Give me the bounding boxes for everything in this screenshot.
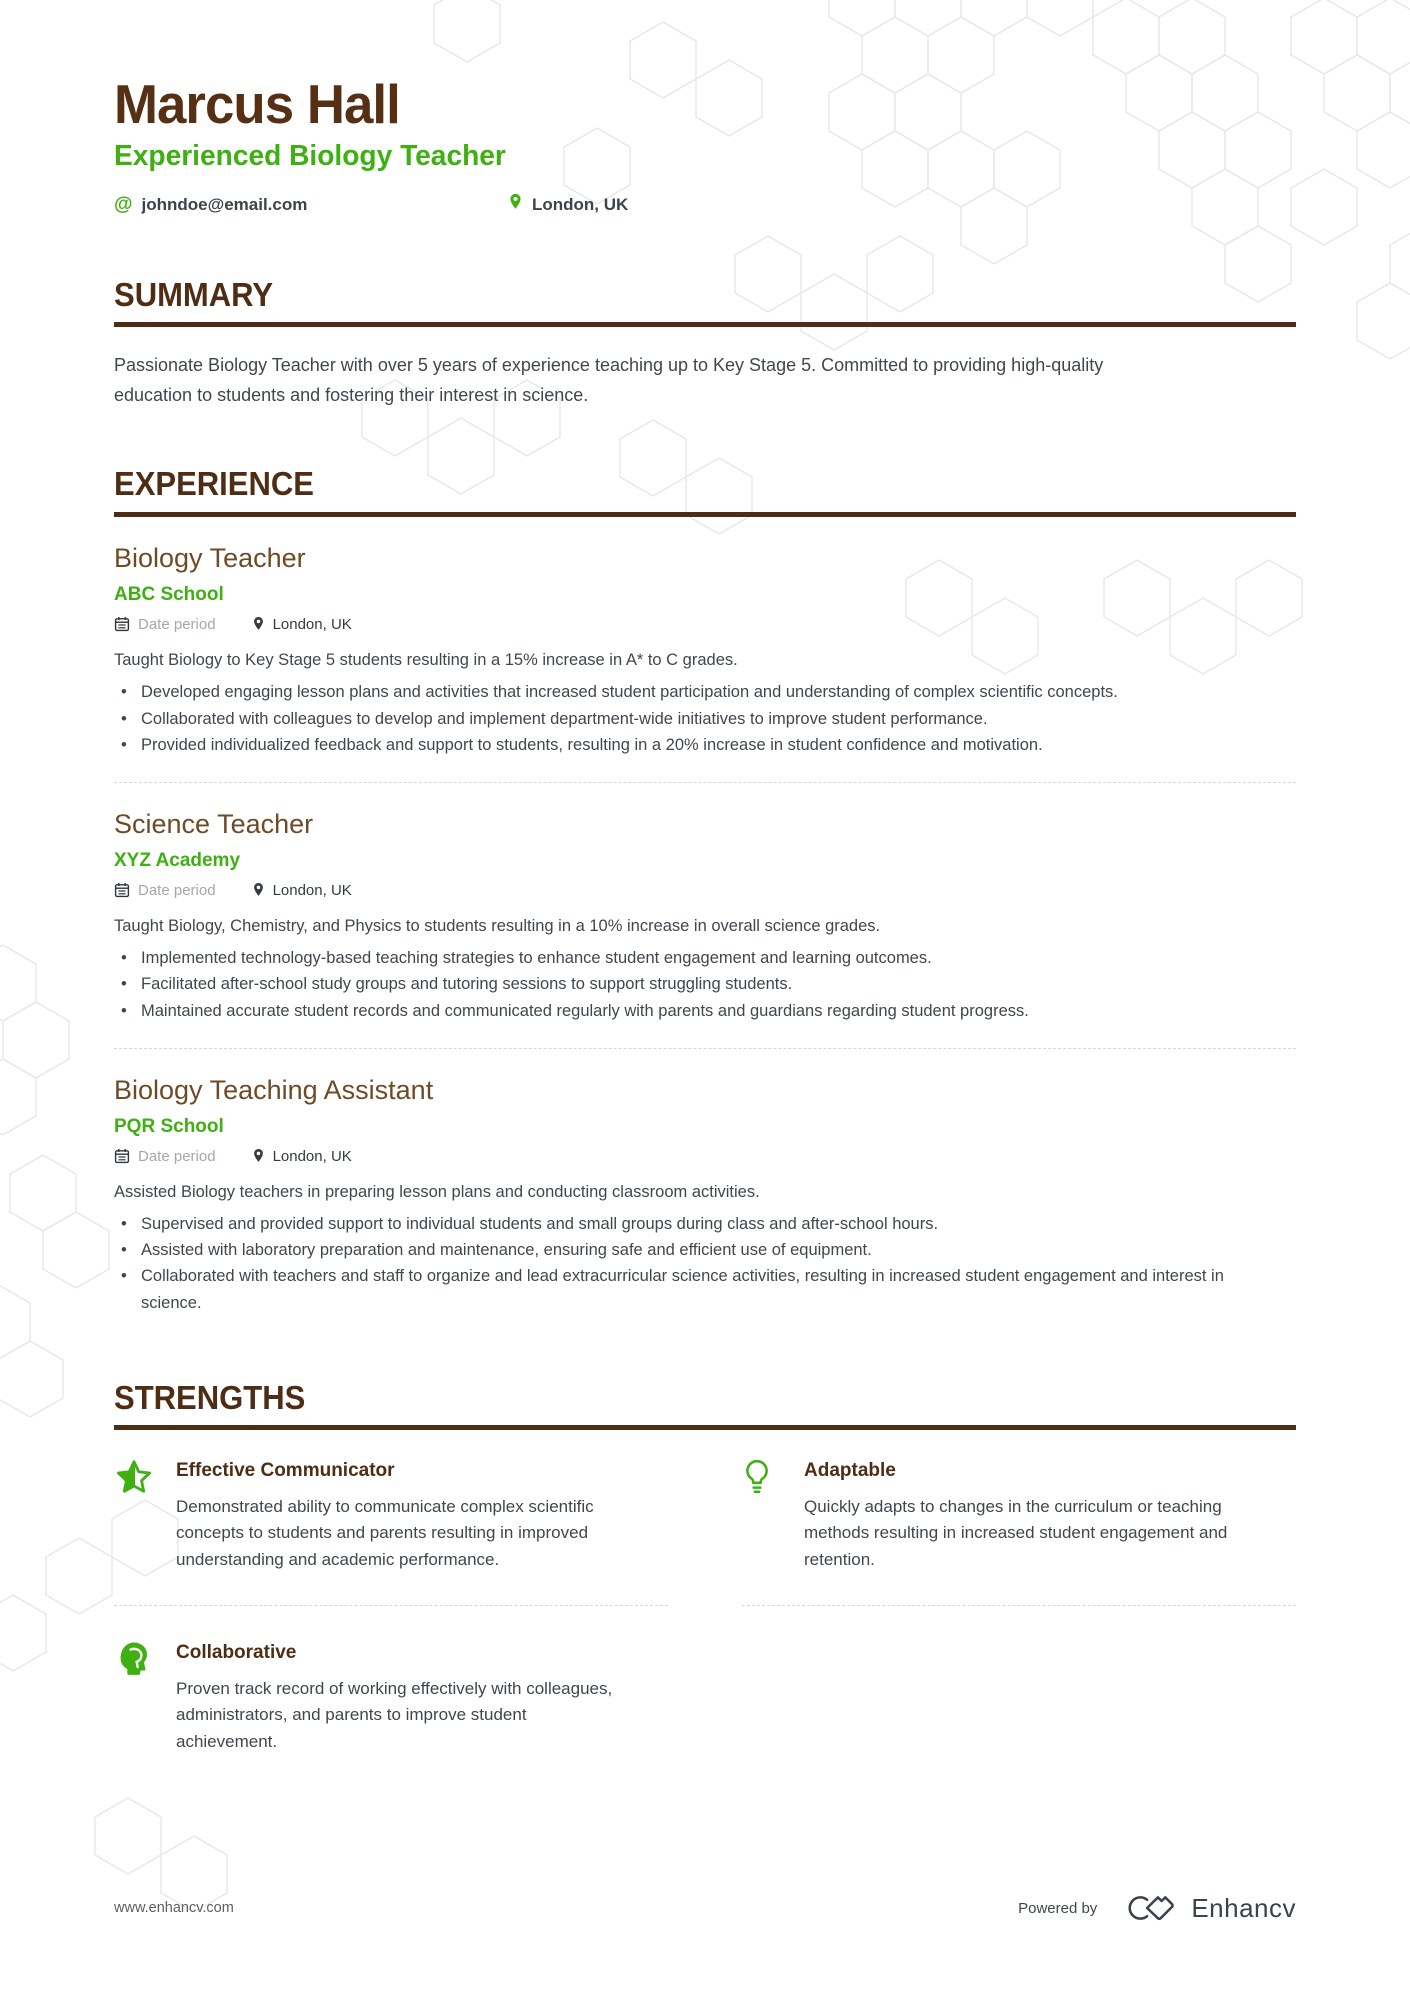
job-divider bbox=[114, 1048, 1296, 1049]
strengths-grid bbox=[114, 1456, 1296, 1755]
powered-by-label: Powered by bbox=[1018, 1899, 1098, 1917]
job-location-item bbox=[252, 1148, 352, 1165]
job-bullet-list bbox=[114, 679, 1232, 757]
at-icon: @ bbox=[114, 193, 133, 215]
job-divider bbox=[114, 782, 1296, 783]
strength-body bbox=[804, 1456, 1259, 1573]
lightbulb-icon bbox=[742, 1456, 782, 1573]
summary-text: Passionate Biology Teacher with over 5 years of experience teaching up to Key Stage 5. Committed to providing high-quality education to students and fostering their interest in science. bbox=[114, 355, 1104, 405]
location-pin-icon bbox=[252, 616, 265, 633]
strength-text: Demonstrated ability to communicate complex scientific concepts to students and parents resulting in improved understanding and academic performance. bbox=[176, 1496, 594, 1569]
date-period-text: Date period bbox=[138, 615, 216, 633]
strength-body bbox=[176, 1638, 631, 1755]
bullet-item: • Collaborated with colleagues to develop and implement department-wide initiatives to improve student performance. bbox=[114, 706, 1232, 732]
date-period-text: Date period bbox=[138, 881, 216, 899]
email-item[interactable] bbox=[114, 194, 508, 216]
job-entry bbox=[114, 543, 1296, 758]
job-entry bbox=[114, 1075, 1296, 1316]
bullet-item: • Supervised and provided support to individual students and small groups during class and after-school hours. bbox=[114, 1211, 1232, 1237]
contact-row bbox=[114, 193, 1296, 217]
bullet-item: • Collaborated with teachers and staff to organize and lead extracurricular science activities, resulting in increased student engagement and interest in science. bbox=[114, 1263, 1232, 1315]
email-text: johndoe@email.com bbox=[141, 194, 308, 214]
job-headline: Experienced Biology Teacher bbox=[114, 139, 506, 172]
powered-by[interactable] bbox=[1018, 1891, 1296, 1925]
job-bullet-list bbox=[114, 1211, 1232, 1315]
job-bullet-list bbox=[114, 945, 1232, 1023]
job-meta-row bbox=[114, 616, 1296, 633]
date-period-item bbox=[114, 616, 216, 633]
page-footer bbox=[114, 1891, 1296, 1925]
job-location-item bbox=[252, 616, 352, 633]
candidate-name: Marcus Hall bbox=[114, 73, 400, 135]
strength-title: Collaborative bbox=[176, 1641, 297, 1663]
job-location-text: London, UK bbox=[272, 881, 352, 899]
bullet-item: • Implemented technology-based teaching strategies to enhance student engagement and learning outcomes. bbox=[114, 945, 1232, 971]
section-rule bbox=[114, 512, 1296, 517]
location-pin-icon bbox=[508, 193, 523, 217]
strengths-heading: STRENGTHS bbox=[114, 1378, 306, 1416]
strength-item bbox=[742, 1456, 1296, 1606]
bullet-item: • Facilitated after-school study groups and tutoring sessions to support struggling students. bbox=[114, 971, 1232, 997]
strength-text: Proven track record of working effectively with colleagues, administrators, and parents to improve student achievement. bbox=[176, 1678, 613, 1751]
job-meta-row bbox=[114, 882, 1296, 899]
section-rule bbox=[114, 322, 1296, 327]
job-title: Biology Teacher bbox=[114, 542, 306, 573]
bullet-item: • Provided individualized feedback and support to students, resulting in a 20% increase in student confidence and motivation. bbox=[114, 732, 1232, 758]
calendar-icon bbox=[114, 616, 130, 632]
date-period-item bbox=[114, 1148, 216, 1165]
job-title: Science Teacher bbox=[114, 808, 314, 839]
experience-section bbox=[114, 466, 1296, 1315]
strengths-section bbox=[114, 1380, 1296, 1755]
date-period-item bbox=[114, 882, 216, 899]
summary-heading: SUMMARY bbox=[114, 275, 274, 313]
enhancv-logo bbox=[1121, 1891, 1296, 1925]
strength-title: Effective Communicator bbox=[176, 1459, 395, 1481]
head-icon bbox=[114, 1638, 154, 1755]
brand-name: Enhancv bbox=[1191, 1892, 1296, 1923]
company-name: XYZ Academy bbox=[114, 849, 241, 871]
resume-header bbox=[114, 0, 1296, 217]
job-description: Taught Biology to Key Stage 5 students resulting in a 15% increase in A* to C grades. bbox=[114, 650, 738, 669]
company-name: PQR School bbox=[114, 1115, 224, 1137]
job-location-text: London, UK bbox=[272, 1147, 352, 1165]
job-description: Assisted Biology teachers in preparing lesson plans and conducting classroom activities. bbox=[114, 1182, 760, 1201]
strength-body bbox=[176, 1456, 631, 1573]
section-rule bbox=[114, 1425, 1296, 1430]
strength-title: Adaptable bbox=[804, 1459, 896, 1481]
date-period-text: Date period bbox=[138, 1147, 216, 1165]
job-meta-row bbox=[114, 1148, 1296, 1165]
enhancv-logo-icon bbox=[1121, 1891, 1179, 1925]
summary-section bbox=[114, 277, 1296, 411]
bullet-item: • Assisted with laboratory preparation and maintenance, ensuring safe and efficient use of equipment. bbox=[114, 1237, 1232, 1263]
job-title: Biology Teaching Assistant bbox=[114, 1074, 434, 1105]
job-description: Taught Biology, Chemistry, and Physics to students resulting in a 10% increase in overall science grades. bbox=[114, 916, 881, 935]
strength-item bbox=[114, 1638, 668, 1755]
strength-text: Quickly adapts to changes in the curriculum or teaching methods resulting in increased student engagement and retention. bbox=[804, 1496, 1228, 1569]
bullet-item: • Developed engaging lesson plans and activities that increased student participation and understanding of complex scientific concepts. bbox=[114, 679, 1232, 705]
calendar-icon bbox=[114, 1148, 130, 1164]
job-location-text: London, UK bbox=[272, 615, 352, 633]
job-entry bbox=[114, 809, 1296, 1024]
location-pin-icon bbox=[252, 1148, 265, 1165]
bullet-item: • Maintained accurate student records and communicated regularly with parents and guardians regarding student progress. bbox=[114, 998, 1232, 1024]
star-half-icon bbox=[114, 1456, 154, 1573]
calendar-icon bbox=[114, 882, 130, 898]
location-pin-icon bbox=[252, 882, 265, 899]
company-name: ABC School bbox=[114, 583, 224, 605]
location-text: London, UK bbox=[532, 194, 629, 214]
job-location-item bbox=[252, 882, 352, 899]
experience-heading: EXPERIENCE bbox=[114, 465, 314, 503]
website-link[interactable]: www.enhancv.com bbox=[114, 1900, 234, 1916]
strength-item bbox=[114, 1456, 668, 1606]
location-item bbox=[508, 193, 628, 217]
